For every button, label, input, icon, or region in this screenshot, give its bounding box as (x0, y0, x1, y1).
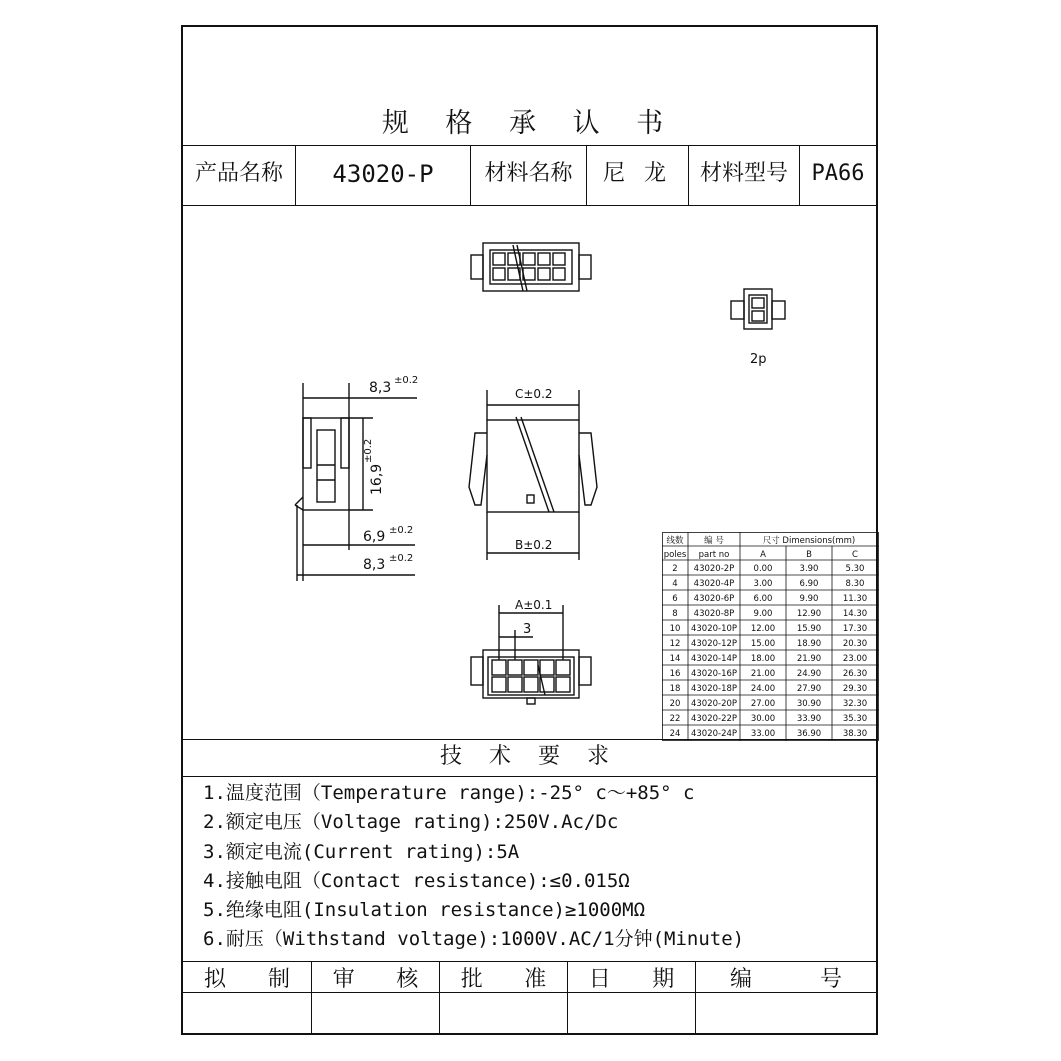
table-cell-r11-c0: 24 (669, 729, 681, 739)
table-cell-r8-c4: 29.30 (842, 684, 868, 694)
table-cell-r1-c1: 43020-4P (693, 579, 735, 589)
dim-tol: ±0.2 (394, 375, 419, 386)
table-cell-r7-c3: 24.90 (796, 669, 822, 679)
side-view (295, 383, 417, 581)
table-cell-r3-c1: 43020-8P (693, 609, 735, 619)
material-type-label: 材料型号 (688, 145, 799, 205)
info-row (183, 145, 876, 206)
table-cell-r9-c2: 27.00 (750, 699, 776, 709)
table-cell-r3-c0: 8 (672, 609, 678, 619)
table-cell-r10-c3: 33.90 (796, 714, 822, 724)
signoff-header (183, 961, 876, 993)
table-cell-r1-c0: 4 (672, 579, 678, 589)
table-cell-r11-c4: 38.30 (842, 729, 868, 739)
table-cell-r4-c0: 10 (669, 624, 681, 634)
table-cell-r8-c2: 24.00 (750, 684, 776, 694)
product-name-label: 产品名称 (194, 161, 283, 186)
dim-side-bottom2: 8,3 (363, 557, 386, 573)
approve-box[interactable] (439, 991, 567, 1033)
table-cell-r5-c1: 43020-12P (690, 639, 738, 649)
table-cell-r4-c3: 15.90 (796, 624, 822, 634)
dim-c: C±0.2 (515, 387, 553, 401)
table-cell-r6-c1: 43020-14P (690, 654, 738, 664)
table-cell-r9-c0: 20 (669, 699, 681, 709)
table-cell-r2-c1: 43020-6P (693, 594, 735, 604)
signoff-draft: 拟 制 (203, 966, 290, 992)
table-cell-r3-c4: 14.30 (842, 609, 868, 619)
table-cell-r7-c1: 43020-16P (690, 669, 738, 679)
table-cell-r10-c1: 43020-22P (690, 714, 738, 724)
spec-voltage: 2.额定电压（Voltage rating):250V.Ac/Dc (203, 811, 619, 834)
table-cell-r1-c3: 6.90 (799, 579, 819, 589)
draft-box[interactable] (183, 991, 311, 1033)
table-header-1: part no (698, 550, 730, 560)
table-header-partno-cn: 编 号 (704, 536, 724, 546)
table-cell-r2-c2: 6.00 (753, 594, 773, 604)
title-block (183, 27, 876, 146)
signoff-date: 日 期 (567, 962, 695, 992)
table-cell-r5-c3: 18.90 (796, 639, 822, 649)
table-cell-r6-c3: 21.90 (796, 654, 822, 664)
spec-contact-resistance: 4.接触电阻（Contact resistance):≤0.015Ω (203, 869, 630, 892)
dim-tol-v: ±0.2 (363, 438, 374, 463)
table-cell-r4-c2: 12.00 (750, 624, 776, 634)
table-cell-r7-c0: 16 (669, 669, 681, 679)
table-header-0: poles (663, 550, 687, 560)
spec-sheet (181, 25, 878, 1035)
table-cell-r7-c4: 26.30 (842, 669, 868, 679)
spec-current: 3.额定电流(Current rating):5A (203, 840, 520, 863)
table-header-2: A (760, 550, 766, 560)
table-cell-r0-c3: 3.90 (799, 564, 819, 574)
product-name-value: 43020-P (295, 145, 470, 205)
table-cell-r6-c0: 14 (669, 654, 681, 664)
table-cell-r9-c4: 32.30 (842, 699, 868, 709)
table-cell-r8-c0: 18 (669, 684, 681, 694)
top-view-connector (471, 243, 591, 291)
date-box[interactable] (567, 991, 695, 1033)
table-cell-r2-c4: 11.30 (842, 594, 868, 604)
review-box[interactable] (311, 991, 439, 1033)
table-cell-r8-c1: 43020-18P (690, 684, 738, 694)
table-cell-r1-c2: 3.00 (753, 579, 773, 589)
dim-pitch: 3 (523, 622, 532, 637)
dim-side-top: 8,3 (369, 380, 392, 396)
table-cell-r11-c2: 33.00 (750, 729, 776, 739)
table-cell-r0-c4: 5.30 (845, 564, 865, 574)
front-view (469, 390, 597, 560)
dimension-table (662, 532, 880, 742)
table-cell-r5-c4: 20.30 (842, 639, 868, 649)
table-cell-r4-c4: 17.30 (842, 624, 868, 634)
table-cell-r5-c0: 12 (669, 639, 681, 649)
table-cell-r1-c4: 8.30 (845, 579, 865, 589)
signoff-body (183, 991, 876, 1033)
dim-b: B±0.2 (515, 538, 553, 552)
table-cell-r2-c3: 9.90 (799, 594, 819, 604)
table-cell-r4-c1: 43020-10P (690, 624, 738, 634)
material-type-value: PA66 (799, 145, 876, 205)
dim-side-bottom1: 6,9 (363, 529, 386, 545)
pin-label: 2p (750, 352, 767, 367)
tech-requirements-title: 技 术 要 求 (183, 739, 876, 777)
table-cell-r2-c0: 6 (672, 594, 678, 604)
dim-side-height: 16,9 (369, 463, 385, 495)
table-cell-r0-c0: 2 (672, 564, 678, 574)
material-name-value: 尼 龙 (586, 145, 688, 205)
table-cell-r0-c1: 43020-2P (693, 564, 735, 574)
table-cell-r10-c2: 30.00 (750, 714, 776, 724)
signoff-review: 审 核 (311, 962, 439, 992)
table-cell-r5-c2: 15.00 (750, 639, 776, 649)
table-cell-r9-c1: 43020-20P (690, 699, 738, 709)
table-cell-r10-c0: 22 (669, 714, 681, 724)
table-cell-r9-c3: 30.90 (796, 699, 822, 709)
dim-tol-b1: ±0.2 (389, 525, 414, 536)
spec-withstand-voltage: 6.耐压（Withstand voltage):1000V.AC/1分钟(Minute) (203, 928, 745, 951)
table-cell-r6-c2: 18.00 (750, 654, 776, 664)
signoff-number: 编 号 (695, 962, 876, 992)
page-title: 规 格 承 认 书 (381, 108, 678, 139)
dim-tol-b2: ±0.2 (389, 553, 414, 564)
dim-a: A±0.1 (515, 598, 553, 612)
table-cell-r3-c3: 12.90 (796, 609, 822, 619)
bottom-view (471, 605, 591, 704)
number-box[interactable] (695, 991, 876, 1033)
table-cell-r6-c4: 23.00 (842, 654, 868, 664)
table-header-poles-cn: 线数 (666, 536, 684, 546)
table-cell-r11-c3: 36.90 (796, 729, 822, 739)
signoff-approve: 批 准 (439, 962, 567, 992)
table-cell-r8-c3: 27.90 (796, 684, 822, 694)
technical-drawing (183, 205, 876, 740)
table-header-dimensions: 尺寸 Dimensions(mm) (762, 536, 856, 546)
two-pole-view (731, 289, 785, 329)
spec-temperature: 1.温度范围（Temperature range):-25° c～+85° c (203, 782, 695, 804)
table-cell-r0-c2: 0.00 (753, 564, 773, 574)
table-cell-r10-c4: 35.30 (842, 714, 868, 724)
table-header-3: B (806, 550, 812, 560)
table-cell-r7-c2: 21.00 (750, 669, 776, 679)
spec-insulation-resistance: 5.绝缘电阻(Insulation resistance)≥1000MΩ (203, 899, 646, 922)
spec-list (203, 779, 876, 955)
material-name-label: 材料名称 (470, 145, 586, 205)
table-header-4: C (852, 550, 858, 560)
table-cell-r3-c2: 9.00 (753, 609, 773, 619)
table-cell-r11-c1: 43020-24P (690, 729, 738, 739)
